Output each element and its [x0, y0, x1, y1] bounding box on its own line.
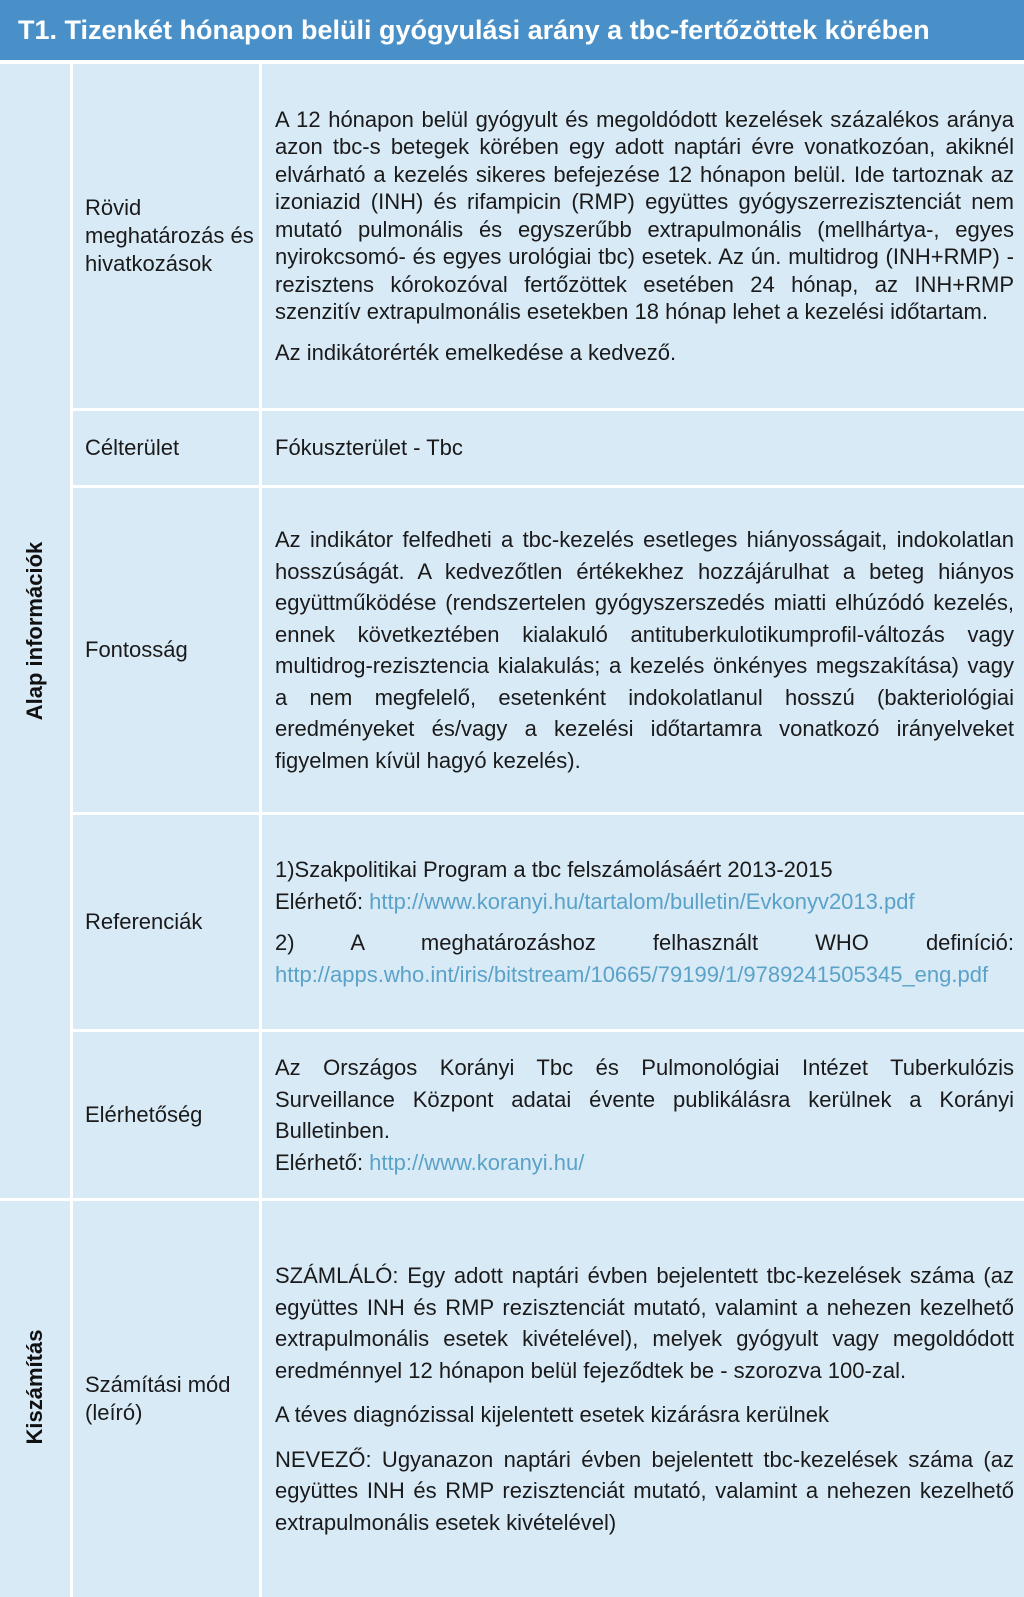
definition-content [262, 64, 1024, 408]
importance-label: Fontosság [85, 637, 188, 662]
importance-content [262, 488, 1024, 812]
reference-1-title: 1)Szakpolitikai Program a tbc felszámolásáért 2013-2015 [275, 857, 833, 882]
section-calculation-label: Kiszámítás [22, 1329, 47, 1445]
references-label: Referenciák [85, 909, 203, 934]
target-label: Célterület [85, 435, 180, 460]
reference-2 [275, 927, 1014, 990]
reference-1-link[interactable]: http://www.koranyi.hu/tartalom/bulletin/Evkonyv2013.pdf [369, 888, 915, 914]
availability-content [262, 1032, 1024, 1198]
calculation-numerator: SZÁMLÁLÓ: Egy adott naptári évben bejelentett tbc-kezelések száma (az együttes INH és RMP rezisztenciát mutató, valamint a nehezen kezelhető extrapulmonális esetek kivételével), melyek gyógyult vagy megoldódott eredménnyel 12 hónapon belül fejeződtek be - szorozva 100-zal. [275, 1263, 1014, 1383]
calculation-content [262, 1201, 1024, 1597]
availability-link[interactable]: http://www.koranyi.hu/ [369, 1149, 585, 1175]
availability-text: Az Országos Korányi Tbc és Pulmonológiai Intézet Tuberkulózis Surveillance Központ adatai évente publikálásra kerülnek a Korányi Bulletinben. [275, 1055, 1014, 1143]
reference-2-link[interactable]: http://apps.who.int/iris/bitstream/10665/79199/1/9789241505345_eng.pdf [275, 961, 989, 987]
availability-link-line [275, 1147, 1014, 1179]
section-basic-info [0, 64, 70, 1198]
references-content [262, 815, 1024, 1029]
reference-1 [275, 854, 1014, 917]
target-text: Fókuszterület - Tbc [275, 435, 463, 461]
availability-prefix: Elérhető: [275, 1149, 370, 1175]
calculation-label: Számítási mód (leíró) [85, 1372, 231, 1425]
availability-label: Elérhetőség [85, 1102, 203, 1127]
calculation-denominator: NEVEZŐ: Ugyanazon naptári évben bejelentett tbc-kezelések száma (az együttes INH és RMP rezisztenciát mutató, valamint a nehezen kezelhető extrapulmonális esetek kivételével) [275, 1446, 1014, 1535]
target-content [262, 411, 1024, 485]
importance-text: Az indikátor felfedheti a tbc-kezelés esetleges hiányosságait, indokolatlan hosszúságát. A kedvezőtlen értékekhez hozzájárulhat a beteg hiányos együttműködése (rendszertelen gyógyszerszedés miatti elhúzódó kezelés, ennek következtében kialakuló antituberkulotikumprofil-változás vagy multidrog-rezisztencia kialakulás; a kezelés önkényes megszakítása) vagy a nem megfelelő, esetenként indokolatlanul hosszú (bakteriológiai eredményeket és/vagy a kezelési időtartamra vonatkozó irányelveket figyelmen kívül hagyó kezelés). [275, 527, 1014, 773]
reference-2-title: 2) A meghatározáshoz felhasznált WHO definíció: [275, 930, 1014, 955]
section-basic-info-label: Alap információk [22, 541, 47, 721]
reference-1-prefix: Elérhető: [275, 888, 370, 914]
page-title: T1. Tizenkét hónapon belüli gyógyulási arány a tbc-fertőzöttek körében [0, 0, 1024, 60]
definition-note: Az indikátorérték emelkedése a kedvező. [275, 339, 677, 365]
calculation-exclusion: A téves diagnózissal kijelentett esetek kizárásra kerülnek [275, 1402, 829, 1427]
definition-text: A 12 hónapon belül gyógyult és megoldódott kezelések százalékos aránya azon tbc-s betegek körében egy adott naptári évre vonatkozóan, akiknél elvárható a kezelés sikeres befejezése 12 hónapon belül. Ide tartoznak az izoniazid (INH) és rifampicin (RMP) együttes gyógyszerrezisztenciát nem mutató pulmonális és egyszerűbb extrapulmonális (mellhártya-, egyes nyirokcsomó- és egyes urológiai tbc) esetek. Az ún. multidrog (INH+RMP) -rezisztens kórokozóval fertőzöttek esetében 24 hónap, az INH+RMP szenzitív extrapulmonális esetekben 18 hónap lehet a kezelési időtartam. [275, 106, 1014, 325]
section-calculation [0, 1201, 70, 1597]
definition-label: Rövid meghatározás és hivatkozások [85, 195, 254, 276]
